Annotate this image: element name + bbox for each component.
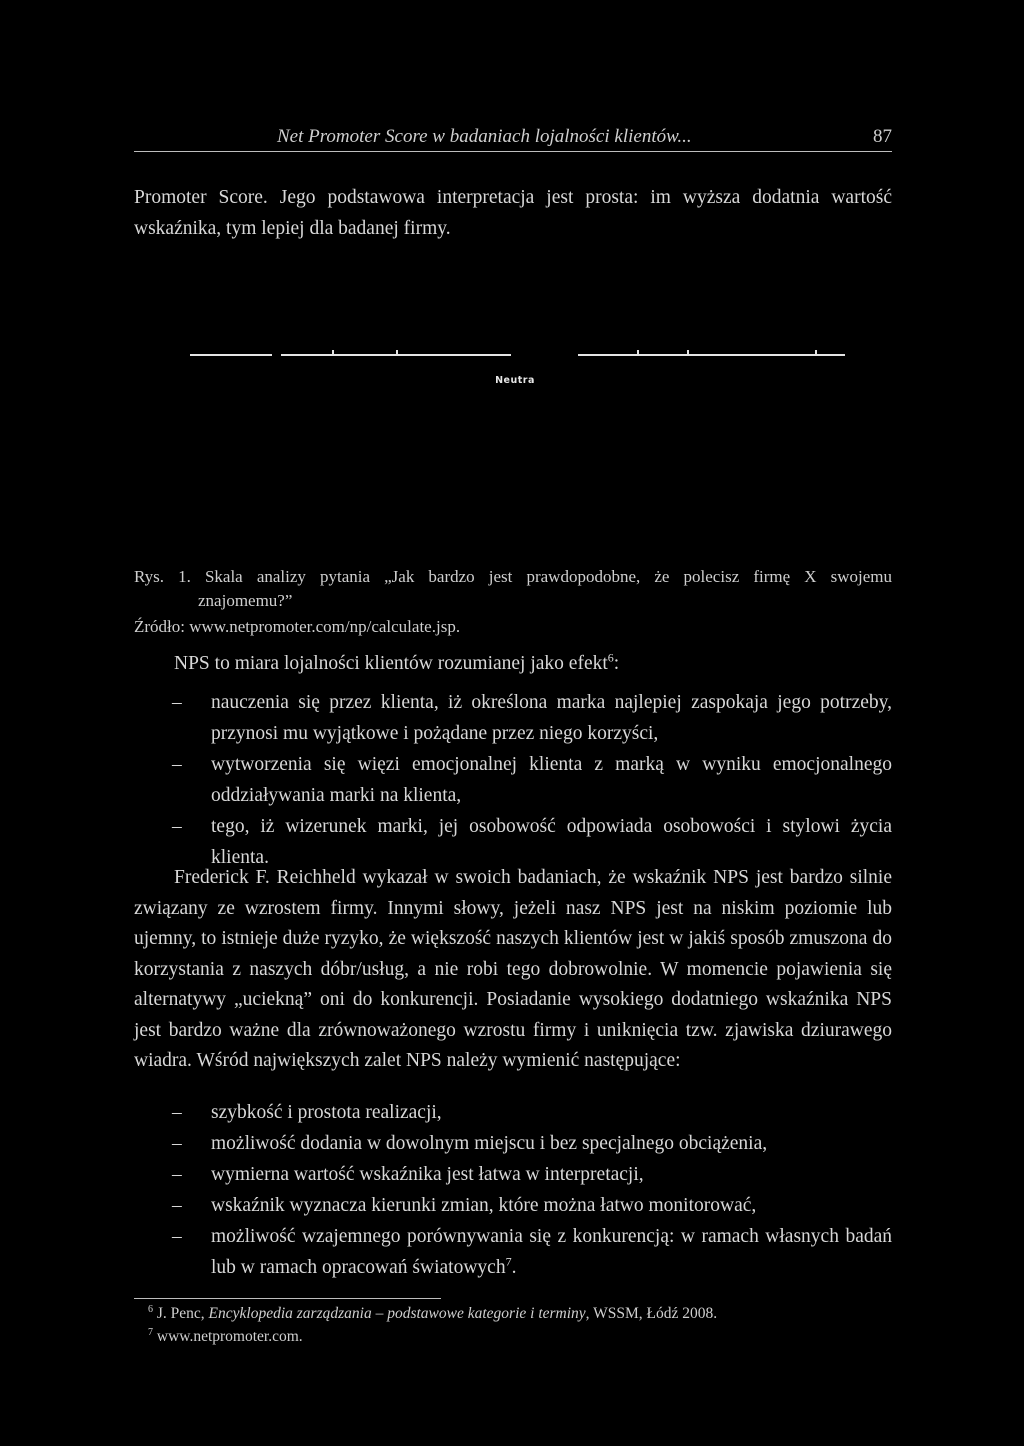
footnote-number: 7 bbox=[148, 1326, 153, 1338]
footnote-rule bbox=[134, 1298, 441, 1299]
list-dash: – bbox=[172, 1133, 182, 1154]
figure-caption bbox=[134, 565, 892, 612]
nps-scale-figure bbox=[190, 340, 845, 400]
list-dash: – bbox=[172, 1195, 182, 1216]
scale-line-segment bbox=[190, 354, 272, 356]
list-dash: – bbox=[172, 1164, 182, 1185]
effects-list bbox=[134, 687, 892, 873]
scale-tick bbox=[687, 350, 689, 354]
scale-line-segment bbox=[578, 354, 845, 356]
footnote-url: www.netpromoter.com. bbox=[156, 1328, 303, 1345]
footnote-number: 6 bbox=[148, 1303, 153, 1315]
list-item bbox=[134, 1221, 892, 1283]
list-item-text: szybkość i prostota realizacji, bbox=[211, 1102, 442, 1123]
list-item bbox=[134, 687, 892, 749]
list-item-text: wytworzenia się więzi emocjonalnej klienta z marką w wyniku emocjonalnego oddziaływania marki na klienta, bbox=[211, 754, 892, 806]
footnotes bbox=[148, 1302, 892, 1348]
neutral-label: Neutra bbox=[495, 375, 535, 386]
header-rule bbox=[134, 151, 892, 152]
page-number: 87 bbox=[873, 126, 892, 147]
list-intro-suffix: : bbox=[613, 653, 620, 674]
list-dash: – bbox=[172, 1226, 182, 1247]
list-item-text: nauczenia się przez klienta, iż określona marka najlepiej zaspokaja jego potrzeby, przynosi mu wyjątkowe i pożądane przez niego korzyści, bbox=[211, 692, 892, 744]
list-item bbox=[134, 749, 892, 811]
list-dash: – bbox=[172, 692, 182, 713]
list-dash: – bbox=[172, 754, 182, 775]
list-item-text: możliwość dodania w dowolnym miejscu i bez specjalnego obciążenia, bbox=[211, 1133, 768, 1154]
scale-tick bbox=[396, 350, 398, 354]
running-title: Net Promoter Score w badaniach lojalności klientów... bbox=[277, 126, 692, 147]
list-item-text: tego, iż wizerunek marki, jej osobowość odpowiada osobowości i stylowi życia klienta. bbox=[211, 816, 892, 868]
list-intro bbox=[174, 650, 620, 675]
scale-tick bbox=[637, 350, 639, 354]
scale-tick bbox=[815, 350, 817, 354]
list-item-text: wskaźnik wyznacza kierunki zmian, które można łatwo monitorować, bbox=[211, 1195, 757, 1216]
caption-line-1: Rys. 1. Skala analizy pytania „Jak bardzo jest prawdopodobne, że polecisz firmę X swojemu bbox=[134, 567, 892, 586]
scale-tick bbox=[332, 350, 334, 354]
list-item bbox=[134, 1190, 892, 1221]
caption-line-2: znajomemu?” bbox=[198, 590, 293, 610]
list-item-suffix: . bbox=[511, 1257, 517, 1278]
footnote-author: J. Penc, bbox=[156, 1305, 209, 1322]
footnote-6 bbox=[148, 1302, 892, 1325]
list-item bbox=[134, 1159, 892, 1190]
list-item bbox=[134, 1097, 892, 1128]
advantages-list bbox=[134, 1097, 892, 1283]
footnote-ref-6: 6 bbox=[607, 650, 614, 665]
list-item-text: wymierna wartość wskaźnika jest łatwa w interpretacji, bbox=[211, 1164, 644, 1185]
list-dash: – bbox=[172, 816, 182, 837]
list-dash: – bbox=[172, 1102, 182, 1123]
paragraph-intro: Promoter Score. Jego podstawowa interpretacja jest prosta: im wyższa dodatnia wartość wskaźnika, tym lepiej dla badanej firmy. bbox=[134, 187, 892, 239]
list-item-text: możliwość wzajemnego porównywania się z konkurencją: w ramach własnych badań lub w ramach opracowań światowych bbox=[211, 1226, 892, 1278]
footnote-ref-7: 7 bbox=[505, 1254, 512, 1269]
paragraph-reichheld: Frederick F. Reichheld wykazał w swoich badaniach, że wskaźnik NPS jest bardzo silnie związany ze wzrostem firmy. Innymi słowy, jeżeli nasz NPS jest na niskim poziomie lub ujemny, to istnieje duże ryzyko, że większość naszych klientów jest w jakiś sposób zmuszona do korzystania z naszych dóbr/usług, a nie robi tego dobrowolnie. W momencie pojawienia się alternatywy „uciekną” oni do konkurencji. Posiadanie wysokiego dodatniego wskaźnika NPS jest bardzo ważne dla zrównoważonego wzrostu firmy i uniknięcia tzw. zjawiska dziurawego wiadra. Wśród największych zalet NPS należy wymienić następujące: bbox=[134, 867, 892, 1071]
list-intro-text: NPS to miara lojalności klientów rozumianej jako efekt bbox=[174, 653, 608, 674]
footnote-publisher: , WSSM, Łódź 2008. bbox=[585, 1305, 718, 1322]
figure-source: Źródło: www.netpromoter.com/np/calculate.jsp. bbox=[134, 617, 461, 636]
list-item bbox=[134, 1128, 892, 1159]
footnote-7 bbox=[148, 1325, 892, 1348]
scale-line-segment bbox=[281, 354, 511, 356]
footnote-title: Encyklopedia zarządzania – podstawowe kategorie i terminy bbox=[208, 1305, 586, 1322]
